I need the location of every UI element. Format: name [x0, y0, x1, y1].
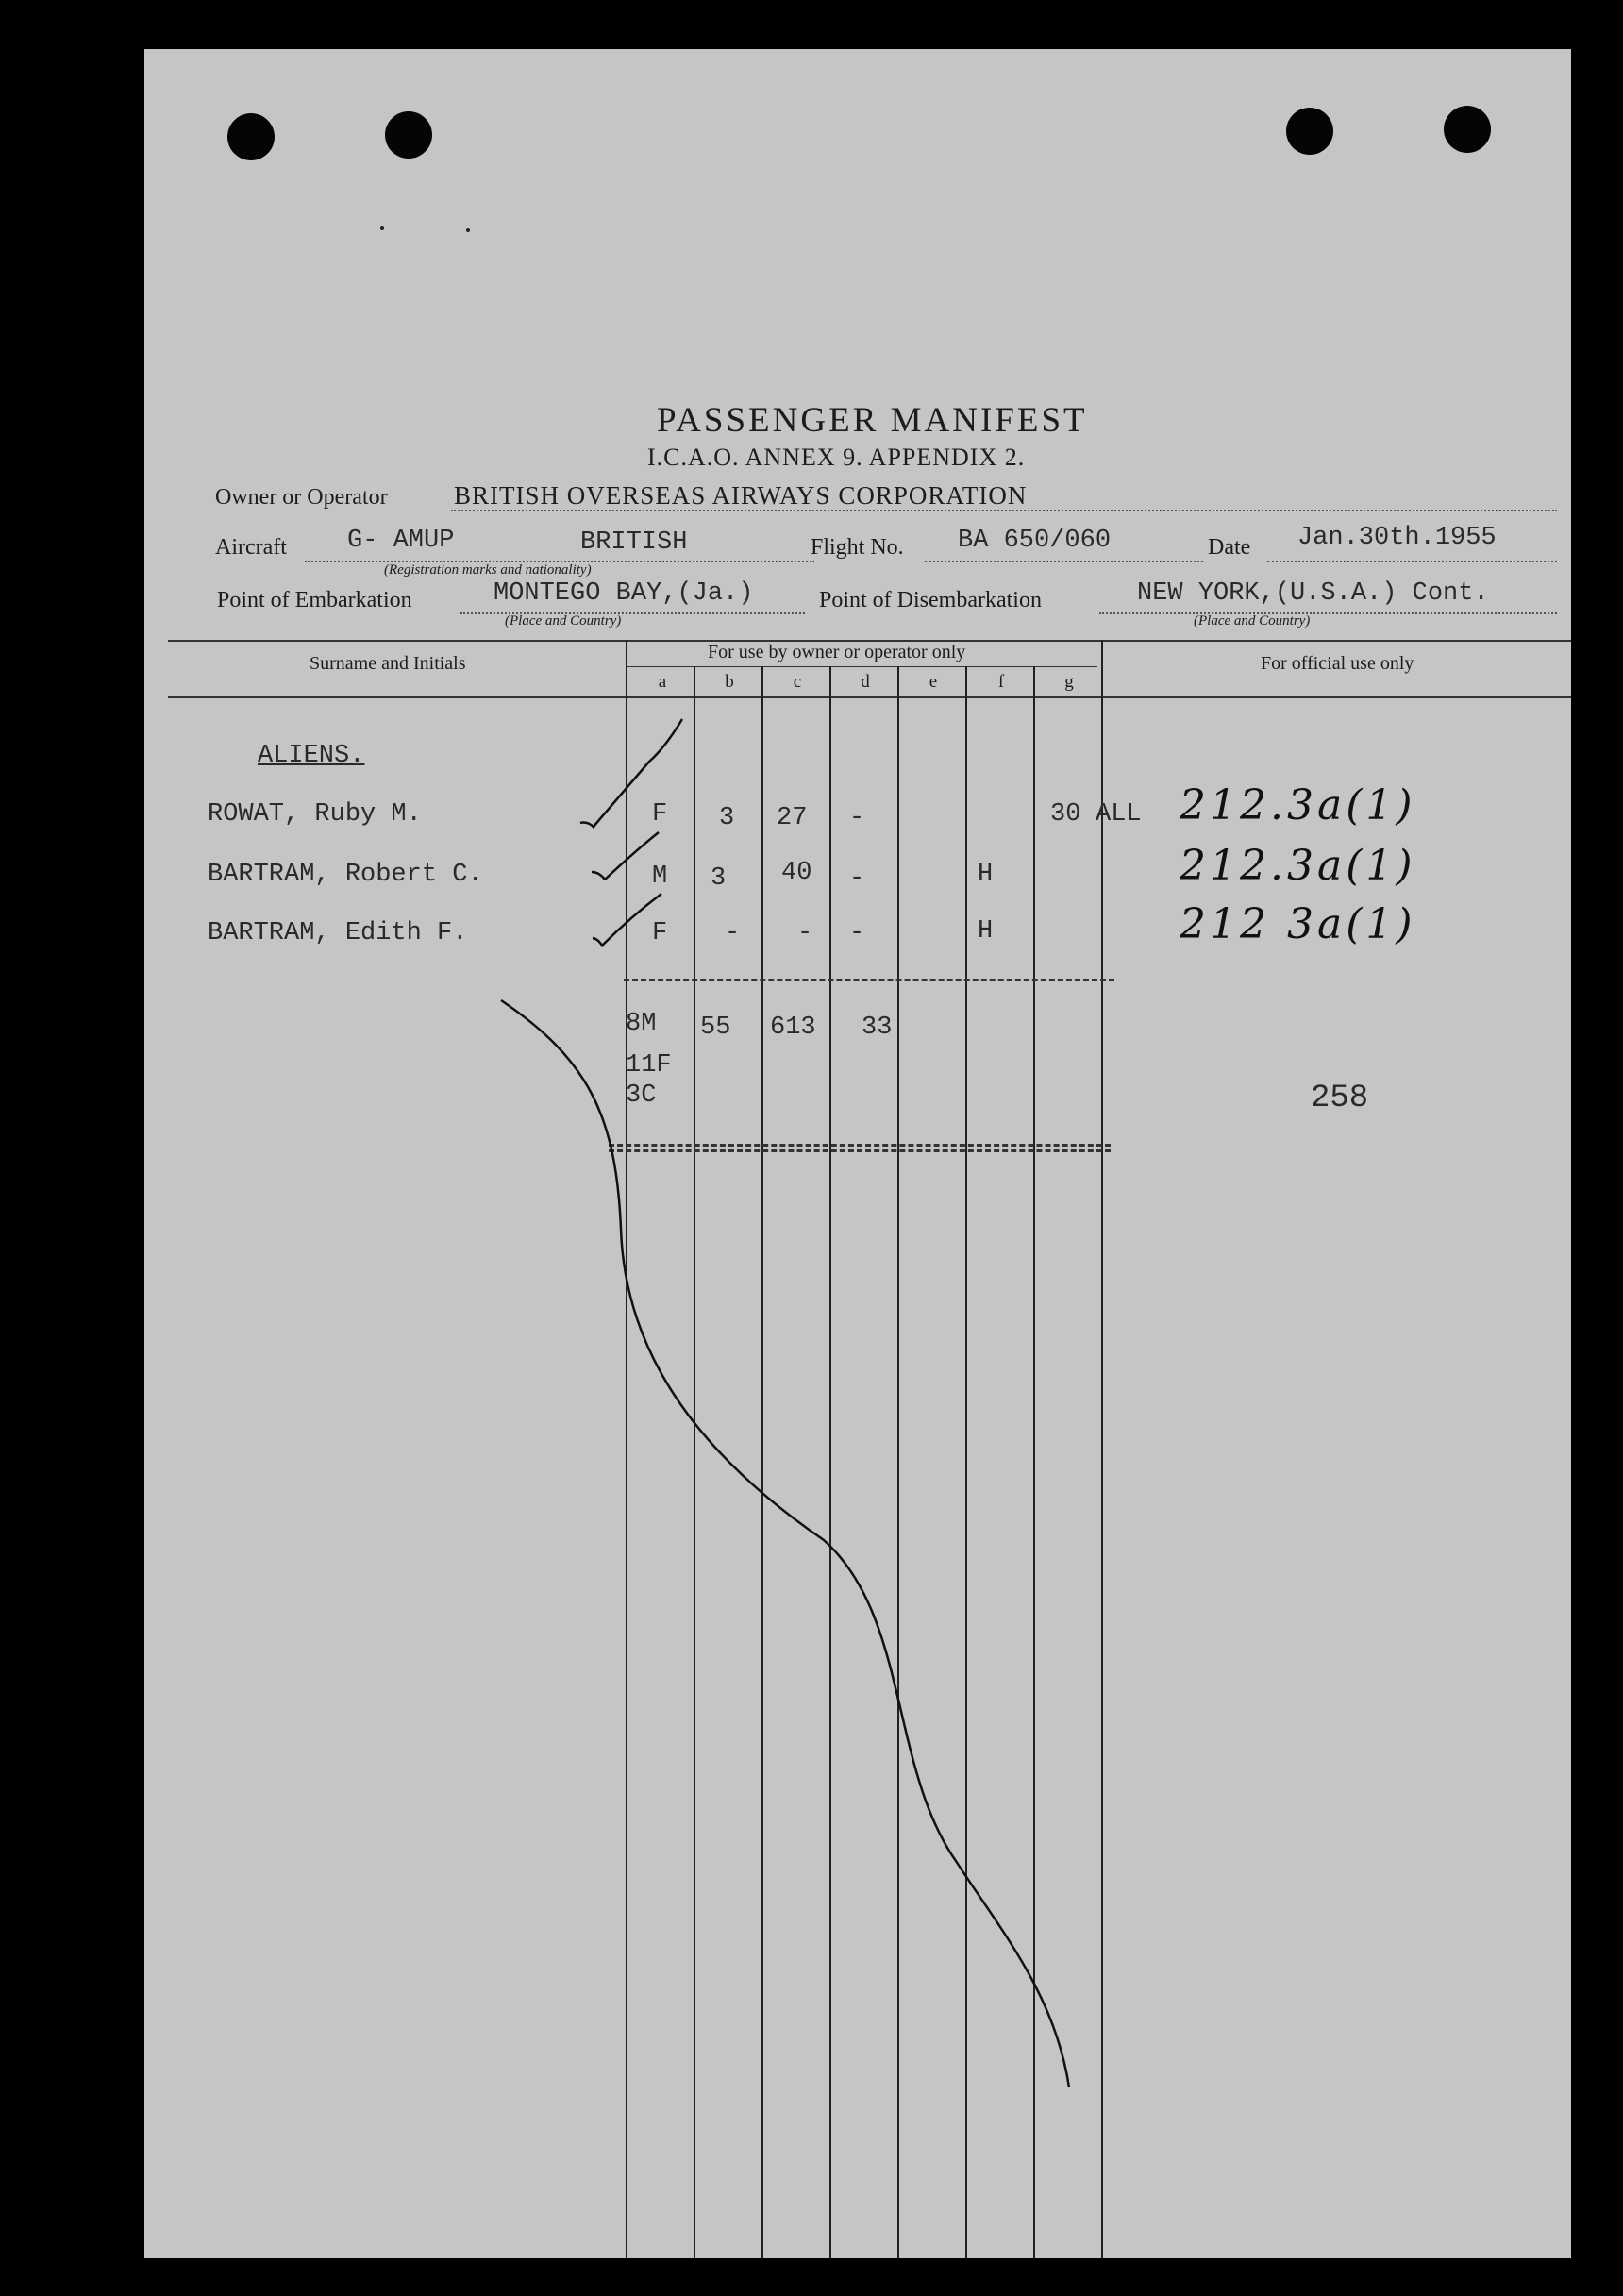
pen-marks	[144, 49, 1571, 2258]
total-d: 33	[862, 1014, 893, 1042]
handwritten-code: 212.3a(1)	[1180, 781, 1416, 830]
embarkation-label: Point of Embarkation	[217, 588, 412, 612]
embarkation-value: MONTEGO BAY,(Ja.)	[494, 579, 754, 608]
total-males: 8M	[626, 1010, 657, 1038]
total-females: 11F	[626, 1051, 672, 1080]
form-title: PASSENGER MANIFEST	[657, 401, 1088, 440]
check-mark	[580, 823, 594, 828]
official-typed-note: ALL	[1096, 800, 1142, 829]
disembarkation-value: NEW YORK,(U.S.A.) Cont.	[1137, 579, 1489, 608]
column-header-e: e	[929, 672, 938, 692]
disembarkation-label: Point of Disembarkation	[819, 588, 1042, 612]
column-header-c: c	[793, 672, 802, 692]
total-children: 3C	[626, 1081, 657, 1110]
surname-header: Surname and Initials	[310, 653, 466, 674]
cell-b: -	[725, 919, 741, 947]
total-b: 55	[700, 1014, 731, 1042]
flight-value: BA 650/060	[958, 527, 1112, 555]
column-header-b: b	[725, 672, 734, 692]
cell-c: -	[797, 919, 813, 947]
owner-value: BRITISH OVERSEAS AIRWAYS CORPORATION	[454, 481, 1028, 510]
aircraft-note: (Registration marks and nationality)	[384, 562, 592, 578]
flight-label: Flight No.	[811, 535, 904, 560]
aircraft-nationality: BRITISH	[580, 528, 688, 557]
form-subtitle: I.C.A.O. ANNEX 9. APPENDIX 2.	[647, 444, 1026, 471]
passenger-name: ROWAT, Ruby M.	[208, 800, 422, 829]
check-mark	[605, 832, 659, 880]
aircraft-registration: G- AMUP	[347, 527, 455, 555]
cell-d: -	[849, 804, 865, 832]
cell-a: M	[652, 863, 668, 891]
cell-b: 3	[711, 864, 727, 893]
cell-f: H	[978, 917, 994, 946]
cell-d: -	[849, 919, 865, 947]
embarkation-note: (Place and Country)	[505, 613, 622, 628]
handwritten-code: 212 3a(1)	[1180, 900, 1416, 948]
check-mark	[593, 938, 602, 946]
disembarkation-note: (Place and Country)	[1194, 613, 1311, 628]
cell-a: F	[652, 800, 668, 829]
column-header-f: f	[997, 672, 1005, 692]
column-header-d: d	[861, 672, 870, 692]
cell-a: F	[652, 919, 668, 947]
cell-c: 27	[777, 804, 808, 832]
handwritten-code: 212.3a(1)	[1180, 842, 1416, 890]
stamp-number: 258	[1311, 1081, 1369, 1116]
total-c: 613	[770, 1014, 816, 1042]
date-label: Date	[1208, 535, 1251, 560]
cell-d: -	[849, 864, 865, 893]
official-use-header: For official use only	[1261, 653, 1414, 674]
date-value: Jan.30th.1955	[1297, 524, 1497, 552]
cell-b: 3	[719, 804, 735, 832]
check-mark	[592, 872, 605, 880]
manifest-page	[144, 49, 1571, 2258]
cell-f: H	[978, 861, 994, 889]
column-header-a: a	[658, 672, 667, 692]
passenger-name: BARTRAM, Robert C.	[208, 861, 483, 889]
pen-stroke-line	[501, 1000, 1069, 2087]
passenger-name: BARTRAM, Edith F.	[208, 919, 468, 947]
check-mark	[602, 894, 661, 946]
cell-c: 40	[781, 859, 812, 887]
column-header-g: g	[1064, 672, 1074, 692]
check-mark	[593, 719, 682, 828]
section-heading: ALIENS.	[258, 742, 365, 770]
owner-use-header: For use by owner or operator only	[708, 642, 966, 662]
cell-g: 30	[1050, 800, 1081, 829]
aircraft-label: Aircraft	[215, 535, 287, 560]
owner-label: Owner or Operator	[215, 485, 388, 510]
